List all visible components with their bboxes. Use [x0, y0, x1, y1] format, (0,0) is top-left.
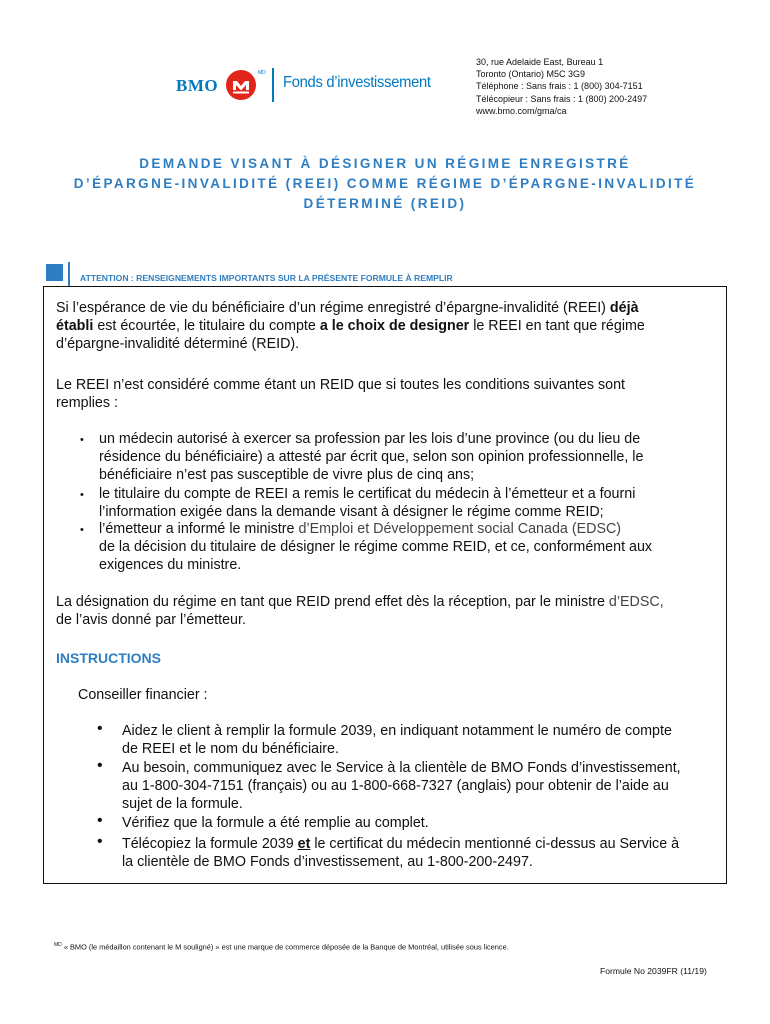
condition-item-2: [99, 485, 719, 521]
intro-bold: établi: [56, 318, 94, 334]
bullet-icon: •: [97, 812, 103, 829]
list-item-line: exigences du ministre.: [99, 557, 242, 573]
counsel-label: Conseiller financier :: [78, 687, 208, 703]
instruction-item-4: [122, 835, 722, 871]
list-item-line: de la décision du titulaire de désigner le régime comme REID, et ce, conformément aux: [99, 539, 653, 555]
condition-item-3: [99, 520, 719, 574]
list-item-line: de REEI et le nom du bénéficiaire.: [122, 741, 339, 757]
bullet-icon: •: [97, 833, 103, 850]
address-phone: Téléphone : Sans frais : 1 (800) 304-7151: [476, 81, 643, 92]
list-item-line: au 1-800-304-7151 (français) ou au 1-800-668-7327 (anglais) pour obtenir de l’aide au: [122, 778, 669, 794]
list-item-line: sujet de la formule.: [122, 796, 243, 812]
attention-square-icon: [46, 264, 63, 281]
designation-text: La désignation du régime en tant que REID prend effet dès la réception, par le ministre: [56, 594, 609, 610]
title-line-3: DÉTERMINÉ (REID): [303, 196, 467, 211]
bullet-icon: •: [97, 757, 103, 774]
bullet-icon: •: [80, 434, 84, 446]
edsc-abbrev: d’EDSC,: [608, 594, 664, 610]
bullet-icon: •: [80, 524, 84, 536]
footnote-text: « BMO (le médaillon contenant le M souligné) » est une marque de commerce déposée de la Banque de Montréal, utilisée sous licence.: [61, 942, 509, 952]
bmo-roundel-logo-icon: [226, 70, 256, 100]
list-item-line: Au besoin, communiquez avec le Service à la clientèle de BMO Fonds d’investissement,: [122, 760, 681, 776]
list-item-line: Aidez le client à remplir la formule 2039, en indiquant notamment le numéro de compte: [122, 723, 672, 739]
address-fax: Télécopieur : Sans frais : 1 (800) 200-2497: [476, 93, 648, 104]
list-item-line: la clientèle de BMO Fonds d’investissement, au 1-800-200-2497.: [122, 854, 533, 870]
intro-text: est écourtée, le titulaire du compte: [93, 318, 320, 334]
attention-heading: ATTENTION : RENSEIGNEMENTS IMPORTANTS SUR LA PRÉSENTE FORMULE À REMPLIR: [80, 273, 453, 283]
list-item-line: le certificat du médecin mentionné ci-dessus au Service à: [310, 836, 680, 852]
bmo-wordmark: BMO: [176, 76, 219, 95]
instructions-heading: INSTRUCTIONS: [56, 650, 161, 666]
intro-text: le REEI en tant que régime: [469, 318, 645, 334]
list-item-line: Télécopiez la formule 2039: [122, 836, 298, 852]
form-number: Formule No 2039FR (11/19): [600, 966, 707, 976]
trademark-mark: MD: [258, 70, 266, 76]
conditions-intro-line: Le REEI n’est considéré comme étant un REID que si toutes les conditions suivantes sont: [56, 377, 625, 393]
conditions-intro: [56, 376, 716, 412]
instruction-item-2: [122, 759, 722, 813]
intro-paragraph: [56, 299, 716, 353]
instruction-item-1: [122, 722, 722, 758]
edsc-name: d’Emploi et Développement social Canada (EDSC): [298, 521, 622, 537]
list-item-line: bénéficiaire n’est pas susceptible de vivre plus de cinq ans;: [99, 467, 475, 483]
intro-text: Si l’espérance de vie du bénéficiaire d’un régime enregistré d’épargne-invalidité (REEI): [56, 300, 610, 316]
logo-divider: [272, 68, 274, 102]
address-street: 30, rue Adelaide East, Bureau 1: [476, 57, 604, 67]
intro-text: d’épargne-invalidité déterminé (REID).: [56, 336, 300, 352]
condition-item-1: [99, 430, 719, 484]
list-item-line: un médecin autorisé à exercer sa profession par les lois d’une province (ou du lieu de: [99, 431, 641, 447]
emphasis-et: et: [297, 836, 311, 852]
page-title: [40, 154, 730, 214]
list-item-line: l’information exigée dans la demande visant à désigner le régime comme REID;: [99, 504, 604, 520]
bullet-icon: •: [97, 720, 103, 737]
title-line-2: D’ÉPARGNE-INVALIDITÉ (REEI) COMME RÉGIME D’ÉPARGNE-INVALIDITÉ: [73, 176, 697, 191]
list-item-line: le titulaire du compte de REEI a remis le certificat du médecin à l’émetteur et a fourni: [99, 486, 636, 502]
instruction-item-3: [122, 814, 722, 832]
intro-bold: a le choix de designer: [319, 318, 470, 334]
list-item-line: l’émetteur a informé le ministre: [99, 521, 299, 537]
intro-bold: déjà: [609, 300, 639, 316]
title-line-1: DEMANDE VISANT À DÉSIGNER UN RÉGIME ENREGISTRÉ: [139, 156, 631, 171]
designation-paragraph: [56, 593, 716, 629]
company-address: [476, 56, 647, 117]
trademark-footnote: [54, 942, 509, 951]
conditions-intro-line: remplies :: [56, 395, 118, 411]
list-item-line: Vérifiez que la formule a été remplie au complet.: [122, 815, 429, 831]
footnote-sup: MD: [54, 942, 62, 948]
designation-text: de l’avis donné par l’émetteur.: [56, 612, 246, 628]
funds-name: Fonds d’investissement: [283, 74, 431, 91]
list-item-line: résidence du bénéficiaire) a attesté par écrit que, selon son opinion professionnelle, le: [99, 449, 644, 465]
address-website: www.bmo.com/gma/ca: [476, 105, 567, 116]
address-city: Toronto (Ontario) M5C 3G9: [476, 69, 586, 80]
bullet-icon: •: [80, 489, 84, 501]
attention-divider: [68, 262, 70, 286]
